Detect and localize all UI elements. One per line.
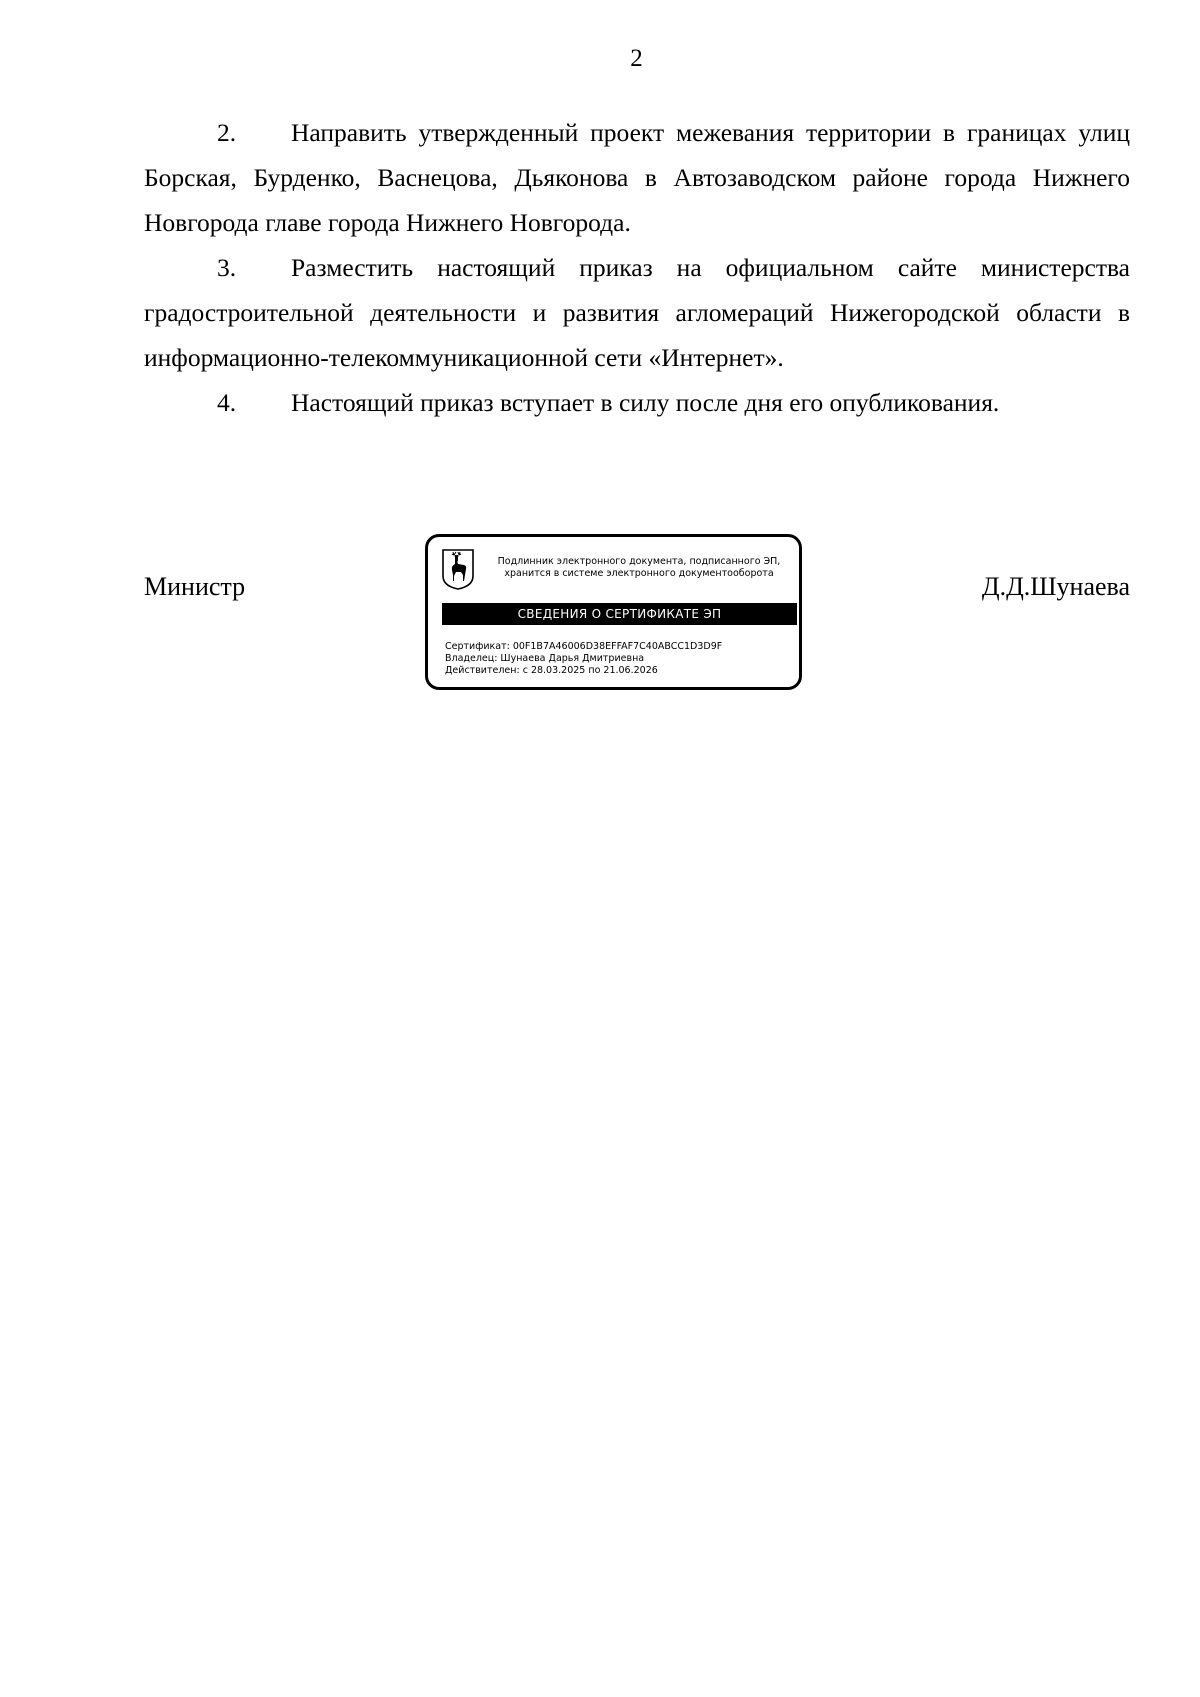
paragraph-number: 4.	[217, 388, 237, 417]
electronic-signature-stamp	[425, 534, 802, 690]
stamp-details	[445, 641, 722, 677]
page-number: 2	[630, 45, 643, 72]
paragraph-text: Направить утвержденный проект межевания территории в границах улиц Борская, Бурденко, Васнецова, Дьяконова в Автозаводском районе города Нижнего Новгорода главе города Нижнего Новгорода.	[144, 118, 1130, 237]
stamp-banner: СВЕДЕНИЯ О СЕРТИФИКАТЕ ЭП	[442, 603, 797, 625]
signatory-title: Министр	[144, 572, 246, 601]
stamp-caption-line-2: хранится в системе электронного документооборота	[504, 568, 774, 579]
paragraph-3	[144, 245, 1130, 380]
document-body	[144, 110, 1130, 425]
paragraph-text: Разместить настоящий приказ на официальном сайте министерства градостроительной деятельности и развития агломераций Нижегородской области в информационно-телекоммуникационной сети «Интернет».	[144, 253, 1130, 372]
stamp-owner: Владелец: Шунаева Дарья Дмитриевна	[445, 653, 645, 664]
paragraph-2	[144, 110, 1130, 245]
paragraph-text: Настоящий приказ вступает в силу после дня его опубликования.	[291, 388, 1000, 417]
paragraph-number: 3.	[217, 253, 237, 282]
signatory-name: Д.Д.Шунаева	[981, 572, 1130, 601]
stamp-certificate: Сертификат: 00F1B7A46006D38EFFAF7C40ABCC1D3D9F	[445, 641, 723, 652]
stamp-validity: Действителен: с 28.03.2025 по 21.06.2026	[445, 665, 658, 676]
paragraph-number: 2.	[217, 118, 237, 147]
stamp-caption-line-1: Подлинник электронного документа, подписанного ЭП,	[497, 556, 781, 567]
paragraph-4	[144, 380, 1130, 425]
deer-emblem-icon	[441, 548, 475, 590]
